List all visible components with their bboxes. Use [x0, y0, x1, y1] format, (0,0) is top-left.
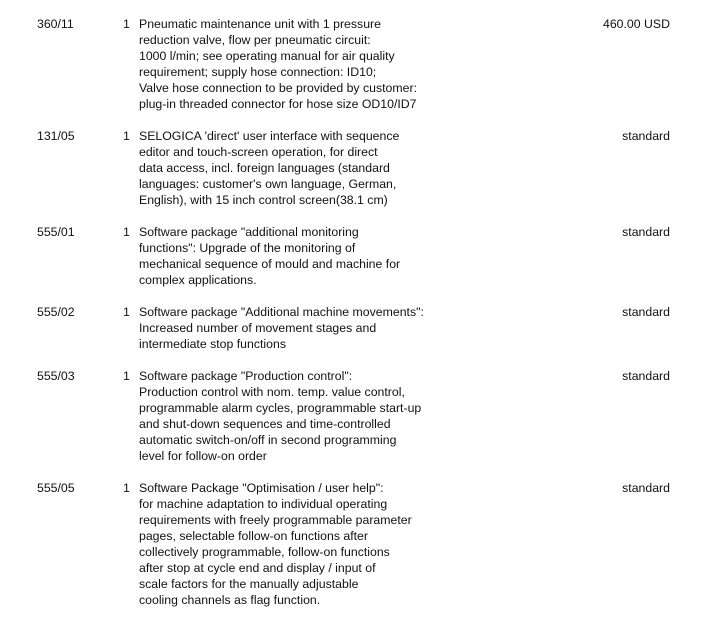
description-line: SELOGICA 'direct' user interface with sequence: [139, 129, 400, 143]
description-line: Software package "Production control":: [139, 369, 353, 383]
item-description: [139, 128, 479, 208]
description-line: Increased number of movement stages and: [139, 321, 377, 335]
item-price: standard: [622, 305, 670, 319]
item-price: standard: [622, 369, 670, 383]
item-quantity: 1: [123, 369, 130, 383]
item-quantity: 1: [123, 481, 130, 495]
item-description: [139, 16, 479, 112]
item-quantity: 1: [123, 17, 130, 31]
item-quantity: 1: [123, 129, 130, 143]
item-price: standard: [622, 481, 670, 495]
description-line: Production control with nom. temp. value control,: [139, 385, 405, 399]
description-line: requirement; supply hose connection: ID10;: [139, 65, 377, 79]
description-line: plug-in threaded connector for hose size OD10/ID7: [139, 97, 417, 111]
description-line: functions": Upgrade of the monitoring of: [139, 241, 356, 255]
description-line: Software package "Additional machine movements":: [139, 305, 424, 319]
description-line: scale factors for the manually adjustable: [139, 577, 359, 591]
description-line: Software Package "Optimisation / user help":: [139, 481, 384, 495]
description-line: level for follow-on order: [139, 449, 267, 463]
item-price: standard: [622, 225, 670, 239]
description-line: and shut-down sequences and time-controlled: [139, 417, 391, 431]
item-description: [139, 304, 479, 352]
description-line: intermediate stop functions: [139, 337, 286, 351]
description-line: 1000 l/min; see operating manual for air quality: [139, 49, 395, 63]
description-line: collectively programmable, follow-on functions: [139, 545, 390, 559]
item-description: [139, 224, 479, 288]
description-line: data access, incl. foreign languages (standard: [139, 161, 390, 175]
item-code: 555/05: [37, 481, 75, 495]
description-line: for machine adaptation to individual operating: [139, 497, 388, 511]
description-line: automatic switch-on/off in second programming: [139, 433, 397, 447]
description-line: mechanical sequence of mould and machine for: [139, 257, 401, 271]
item-description: [139, 480, 479, 608]
item-quantity: 1: [123, 225, 130, 239]
description-line: programmable alarm cycles, programmable start-up: [139, 401, 422, 415]
description-line: English), with 15 inch control screen(38.1 cm): [139, 193, 388, 207]
description-line: requirements with freely programmable parameter: [139, 513, 412, 527]
description-line: pages, selectable follow-on functions after: [139, 529, 368, 543]
description-line: Valve hose connection to be provided by customer:: [139, 81, 417, 95]
item-code: 131/05: [37, 129, 75, 143]
description-line: cooling channels as flag function.: [139, 593, 321, 607]
description-line: editor and touch-screen operation, for direct: [139, 145, 378, 159]
description-line: Software package "additional monitoring: [139, 225, 359, 239]
description-line: complex applications.: [139, 273, 257, 287]
description-line: Pneumatic maintenance unit with 1 pressure: [139, 17, 381, 31]
item-code: 555/02: [37, 305, 75, 319]
item-code: 555/03: [37, 369, 75, 383]
item-code: 555/01: [37, 225, 75, 239]
description-line: reduction valve, flow per pneumatic circuit:: [139, 33, 371, 47]
description-line: languages: customer's own language, German,: [139, 177, 397, 191]
item-price: standard: [622, 129, 670, 143]
description-line: after stop at cycle end and display / input of: [139, 561, 376, 575]
item-quantity: 1: [123, 305, 130, 319]
item-description: [139, 368, 479, 464]
item-code: 360/11: [37, 17, 74, 31]
item-price: 460.00 USD: [603, 17, 670, 31]
